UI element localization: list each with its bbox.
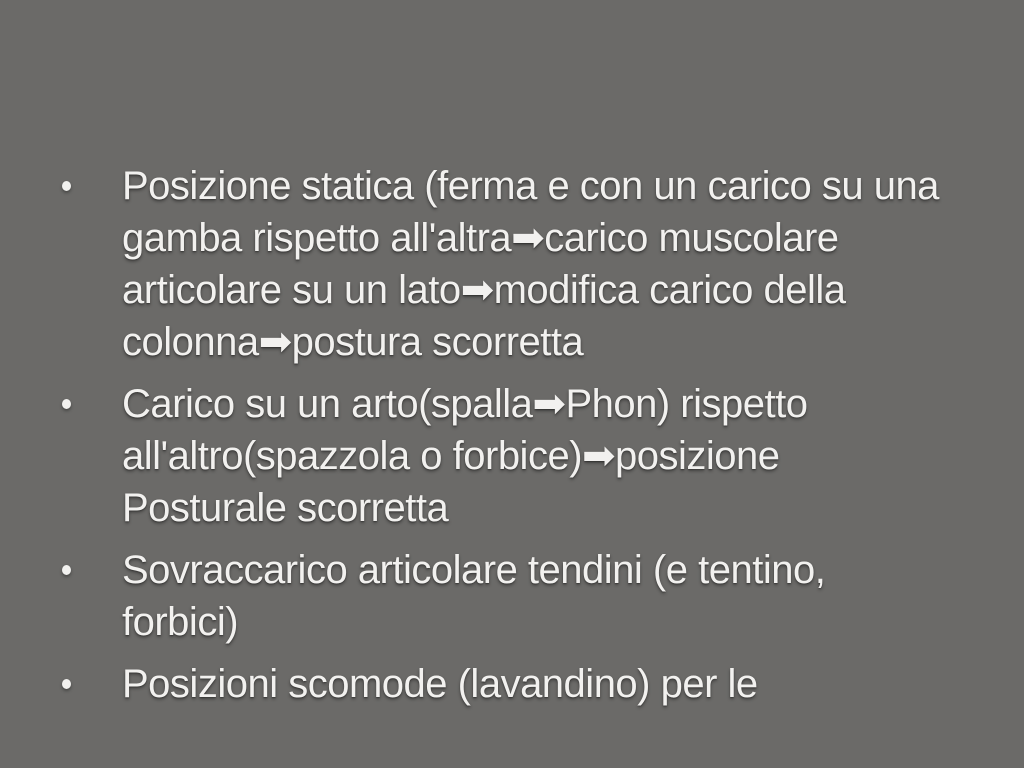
- bullet-line: Posturale scorretta: [122, 486, 449, 530]
- bullet-line: articolare su un lato➡modifica carico della: [122, 268, 846, 312]
- bullet-line: Posizione statica (ferma e con un carico su una: [122, 164, 939, 208]
- bullet-item: [60, 658, 960, 710]
- bullet-text: [122, 658, 960, 710]
- bullet-line: forbici): [122, 600, 239, 644]
- bullet-dot-icon: [60, 160, 122, 191]
- bullet-item: [60, 160, 960, 368]
- bullet-list: [60, 160, 960, 706]
- bullet-text: [122, 544, 960, 648]
- bullet-dot-icon: [60, 544, 122, 575]
- bullet-line: colonna➡postura scorretta: [122, 320, 584, 364]
- bullet-item: [60, 544, 960, 648]
- bullet-dot-icon: [60, 378, 122, 409]
- bullet-line: all'altro(spazzola o forbice)➡posizione: [122, 434, 780, 478]
- bullet-text: [122, 378, 960, 534]
- bullet-item: [60, 378, 960, 534]
- bullet-line: gamba rispetto all'altra➡carico muscolare: [122, 216, 839, 260]
- bullet-line: Sovraccarico articolare tendini (e tentino,: [122, 548, 826, 592]
- bullet-dot-icon: [60, 658, 122, 689]
- bullet-text: [122, 160, 960, 368]
- bullet-line: Carico su un arto(spalla➡Phon) rispetto: [122, 382, 808, 426]
- bullet-line: Posizioni scomode (lavandino) per le: [122, 662, 758, 706]
